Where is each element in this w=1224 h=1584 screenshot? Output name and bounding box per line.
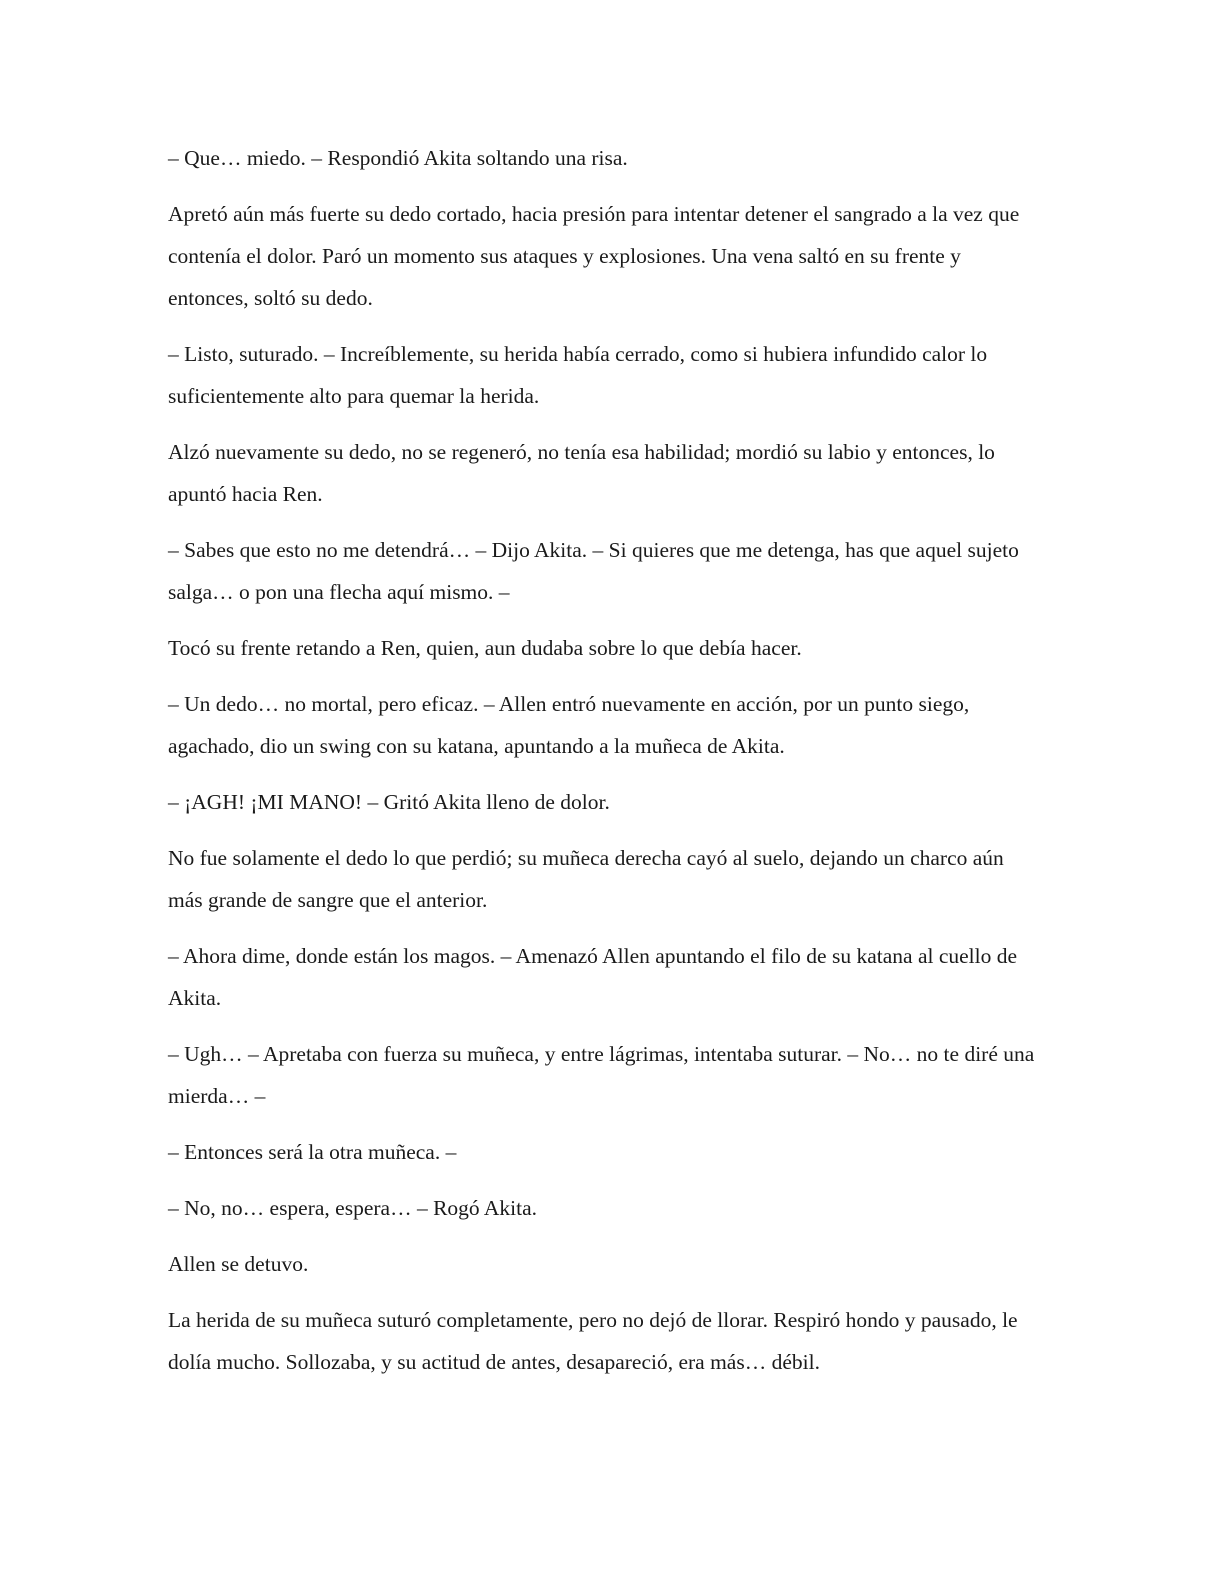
paragraph-14: Allen se detuvo. [168, 1252, 309, 1276]
paragraph-3: – Listo, suturado. – Increíblemente, su herida había cerrado, como si hubiera infundido calor lo suficientemente alto para quemar la herida. [168, 342, 988, 408]
paragraph-8: – ¡AGH! ¡MI MANO! – Gritó Akita lleno de dolor. [168, 790, 610, 814]
paragraph-6: Tocó su frente retando a Ren, quien, aun dudaba sobre lo que debía hacer. [168, 636, 802, 660]
paragraph-4: Alzó nuevamente su dedo, no se regeneró, no tenía esa habilidad; mordió su labio y entonces, lo apuntó hacia Ren. [168, 440, 995, 506]
paragraph-1: – Que… miedo. – Respondió Akita soltando una risa. [168, 146, 628, 170]
paragraph-7: – Un dedo… no mortal, pero eficaz. – Allen entró nuevamente en acción, por un punto siego, agachado, dio un swing con su katana, apuntando a la muñeca de Akita. [168, 692, 970, 758]
document-body [168, 137, 1038, 1397]
paragraph-13: – No, no… espera, espera… – Rogó Akita. [168, 1196, 538, 1220]
paragraph-5: – Sabes que esto no me detendrá… – Dijo Akita. – Si quieres que me detenga, has que aquel sujeto salga… o pon una flecha aquí mismo. – [168, 538, 1019, 604]
paragraph-11: – Ugh… – Apretaba con fuerza su muñeca, y entre lágrimas, intentaba suturar. – No… no te diré una mierda… – [168, 1042, 1035, 1108]
paragraph-2: Apretó aún más fuerte su dedo cortado, hacia presión para intentar detener el sangrado a la vez que contenía el dolor. Paró un momento sus ataques y explosiones. Una vena saltó en su frente y entonces, soltó su dedo. [168, 202, 1020, 310]
paragraph-10: – Ahora dime, donde están los magos. – Amenazó Allen apuntando el filo de su katana al cuello de Akita. [168, 944, 1018, 1010]
paragraph-12: – Entonces será la otra muñeca. – [168, 1140, 457, 1164]
paragraph-9: No fue solamente el dedo lo que perdió; su muñeca derecha cayó al suelo, dejando un charco aún más grande de sangre que el anterior. [168, 846, 1004, 912]
paragraph-15: La herida de su muñeca suturó completamente, pero no dejó de llorar. Respiró hondo y pausado, le dolía mucho. Sollozaba, y su actitud de antes, desapareció, era más… débil. [168, 1308, 1018, 1374]
